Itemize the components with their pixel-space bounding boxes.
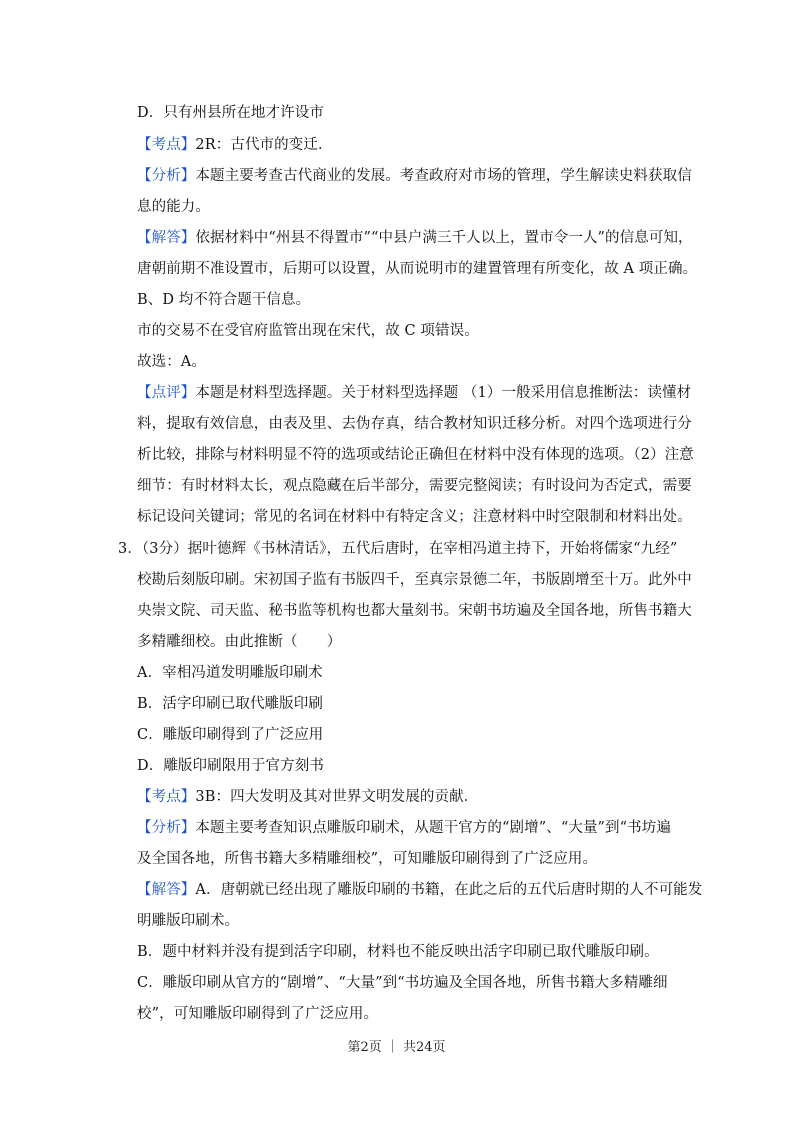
q3-kaodian — [137, 787, 478, 807]
jieda-tag: 【解答】 — [137, 882, 196, 898]
page-footer: 第2页 ｜ 共24页 — [347, 1040, 446, 1055]
q2-dianping-l5: 标记设问关键词；常见的名词在材料中有特定含义；注意材料中时空限制和材料出处。 — [137, 509, 692, 525]
q3-jieda — [137, 880, 702, 900]
q2-jieda-l4: 市的交易不在受官府监管出现在宋代，故 C 项错误。 — [137, 323, 479, 339]
q3-stem-l3: 央崇文院、司天监、秘书监等机构也都大量刻书。宋朝书坊遍及全国各地，所售书籍大 — [137, 603, 692, 619]
q2-jieda-l5: 故选：A。 — [137, 354, 206, 370]
q3-jieda-l4: C．雕版印刷从官方的“剧增”、“大量”到“书坊遍及全国各地，所售书籍大多精雕细 — [137, 975, 668, 991]
q3-stem: 3．（3分）据叶德辉《书林清话》，五代后唐时，在宰相冯道主持下，开始将儒家“九经” — [118, 541, 678, 557]
q2-fenxi — [137, 166, 692, 186]
q2-fenxi-cont: 息的能力。 — [137, 199, 210, 215]
kaodian-tag: 【考点】 — [137, 789, 196, 805]
dianping-text: 本题是材料型选择题。关于材料型选择题 （1）一般采用信息推断法：读懂材 — [195, 385, 692, 401]
q2-option-d: D．只有州县所在地才许设市 — [137, 105, 324, 121]
q2-dianping-l3: 析比较，排除与材料明显不符的选项或结论正确但在材料中没有体现的选项。（2）注意 — [137, 447, 694, 463]
q2-jieda-l2: 唐朝前期不准设置市，后期可以设置，从而说明市的建置管理有所变化，故 A 项正确。 — [137, 261, 698, 277]
jieda-text: A．唐朝就已经出现了雕版印刷的书籍，在此之后的五代后唐时期的人不可能发 — [195, 882, 703, 898]
dianping-tag: 【点评】 — [137, 385, 196, 401]
q3-stem-l2: 校勘后刻版印刷。宋初国子监有书版四千，至真宗景德二年，书版剧增至十万。此外中 — [137, 572, 692, 588]
kaodian-text: 2R：古代市的变迁． — [195, 137, 333, 153]
fenxi-tag: 【分析】 — [137, 168, 196, 184]
q2-dianping-l4: 细节：有时材料太长，观点隐藏在后半部分，需要完整阅读；有时设问为否定式，需要 — [137, 478, 692, 494]
q3-fenxi — [137, 818, 671, 838]
jieda-tag: 【解答】 — [137, 230, 196, 246]
fenxi-text: 本题主要考查知识点雕版印刷术，从题干官方的“剧增”、“大量”到“书坊遍 — [195, 820, 671, 836]
q2-dianping — [137, 383, 691, 403]
q3-jieda-l3: B．题中材料并没有提到活字印刷，材料也不能反映出活字印刷已取代雕版印刷。 — [137, 944, 659, 960]
q3-fenxi-cont: 及全国各地，所售书籍大多精雕细校”，可知雕版印刷得到了广泛应用。 — [137, 851, 598, 867]
q2-jieda — [137, 228, 693, 248]
q2-kaodian — [137, 135, 333, 155]
q3-stem-l4: 多精雕细校。由此推断（ ） — [137, 634, 342, 650]
kaodian-tag: 【考点】 — [137, 137, 196, 153]
fenxi-text: 本题主要考查古代商业的发展。考查政府对市场的管理，学生解读史料获取信 — [195, 168, 692, 184]
q2-jieda-l3: B、D 均不符合题干信息。 — [137, 292, 311, 308]
q3-jieda-l5: 校”，可知雕版印刷得到了广泛应用。 — [137, 1006, 379, 1022]
q3-option-b: B．活字印刷已取代雕版印刷 — [137, 696, 323, 712]
q2-dianping-l2: 料，提取有效信息，由表及里、去伪存真，结合教材知识迁移分析。对四个选项进行分 — [137, 416, 692, 432]
fenxi-tag: 【分析】 — [137, 820, 196, 836]
q3-option-d: D．雕版印刷限用于官方刻书 — [137, 758, 324, 774]
q3-jieda-l2: 明雕版印刷术。 — [137, 913, 240, 929]
q3-option-a: A．宰相冯道发明雕版印刷术 — [137, 665, 323, 681]
jieda-text: 依据材料中“州县不得置市”“中县户满三千人以上，置市令一人”的信息可知， — [195, 230, 693, 246]
q3-option-c: C．雕版印刷得到了广泛应用 — [137, 727, 324, 743]
kaodian-text: 3B：四大发明及其对世界文明发展的贡献． — [195, 789, 479, 805]
